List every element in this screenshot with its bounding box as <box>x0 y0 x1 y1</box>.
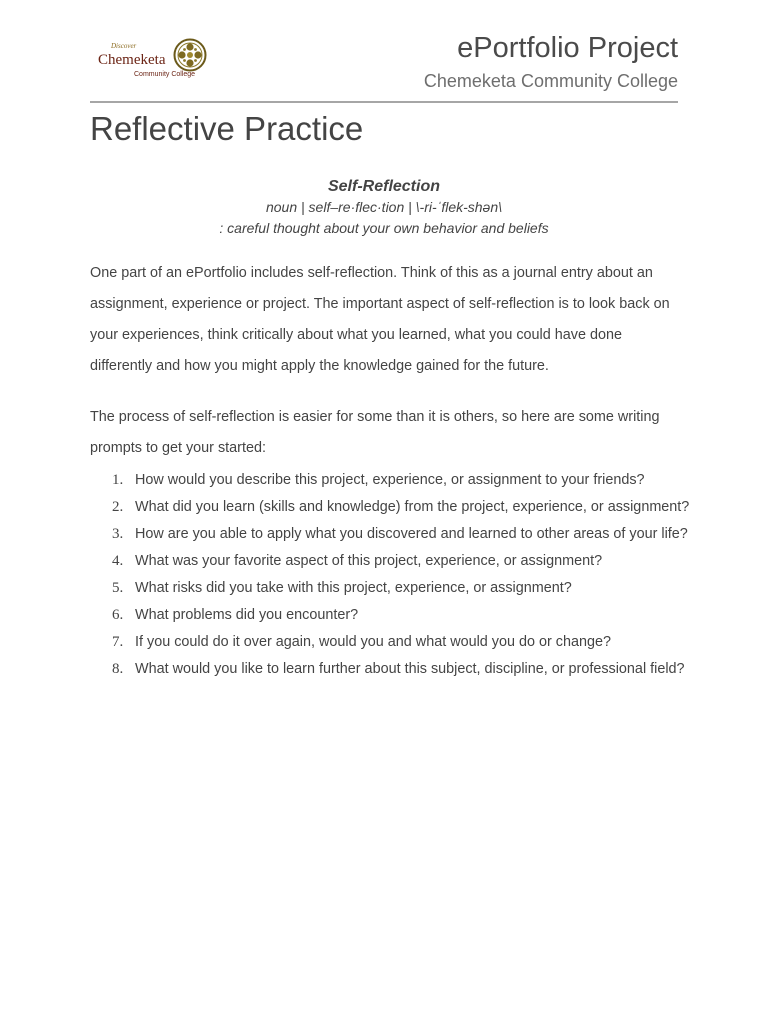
prompt-number: 2. <box>112 499 124 515</box>
prompt-item <box>90 494 690 521</box>
prompt-text: If you could do it over again, would you and what would you do or change? <box>135 634 612 650</box>
prompt-text: What problems did you encounter? <box>135 607 359 623</box>
prompt-text: What risks did you take with this project, experience, or assignment? <box>135 580 572 596</box>
prompt-number: 8. <box>112 661 124 677</box>
prompts-intro-paragraph: The process of self-reflection is easier for some than it is others, so here are some writing prompts to get your started: <box>90 409 660 456</box>
writing-prompts-list <box>90 467 690 683</box>
prompt-item <box>90 656 690 683</box>
document-title: ePortfolio Project <box>457 32 678 64</box>
prompt-item <box>90 521 690 548</box>
definition-pronunciation: noun | self–re·flec·tion | \-ri-ˈflek-shən\ <box>265 199 503 215</box>
page-header <box>90 28 678 98</box>
definition-meaning: : careful thought about your own behavior and beliefs <box>219 220 549 236</box>
logo-tagline: Discover <box>111 42 137 50</box>
prompt-number: 6. <box>112 607 124 623</box>
prompt-item <box>90 629 690 656</box>
prompt-item <box>90 467 690 494</box>
institution-name: Chemeketa Community College <box>423 71 678 91</box>
prompt-number: 3. <box>112 526 124 542</box>
prompt-number: 1. <box>112 472 124 488</box>
prompt-number: 4. <box>112 553 124 569</box>
prompt-text: What would you like to learn further about this subject, discipline, or professional field? <box>135 661 685 677</box>
prompt-item <box>90 548 690 575</box>
prompt-item <box>90 602 690 629</box>
definition-term: Self-Reflection <box>327 178 440 195</box>
header-divider <box>90 101 678 103</box>
prompt-item <box>90 575 690 602</box>
prompt-text: What was your favorite aspect of this project, experience, or assignment? <box>135 553 603 569</box>
page-title: Reflective Practice <box>90 110 364 147</box>
logo-subname: Community College <box>134 71 196 78</box>
definition-block <box>90 177 678 239</box>
intro-paragraph: One part of an ePortfolio includes self-reflection. Think of this as a journal entry about an assignment, experience or project. The important aspect of self-reflection is to look back on your experiences, think critically about what you learned, what you could have done differently and how you might apply the knowledge gained for the future. <box>90 265 670 374</box>
logo-name: Chemeketa <box>98 52 166 68</box>
college-seal-icon <box>173 38 207 72</box>
prompt-number: 7. <box>112 634 124 650</box>
prompt-text: How would you describe this project, experience, or assignment to your friends? <box>135 472 645 488</box>
prompt-text: What did you learn (skills and knowledge) from the project, experience, or assignment? <box>135 499 690 515</box>
college-logo <box>97 36 217 86</box>
prompt-text: How are you able to apply what you discovered and learned to other areas of your life? <box>135 526 688 542</box>
prompt-number: 5. <box>112 580 124 596</box>
